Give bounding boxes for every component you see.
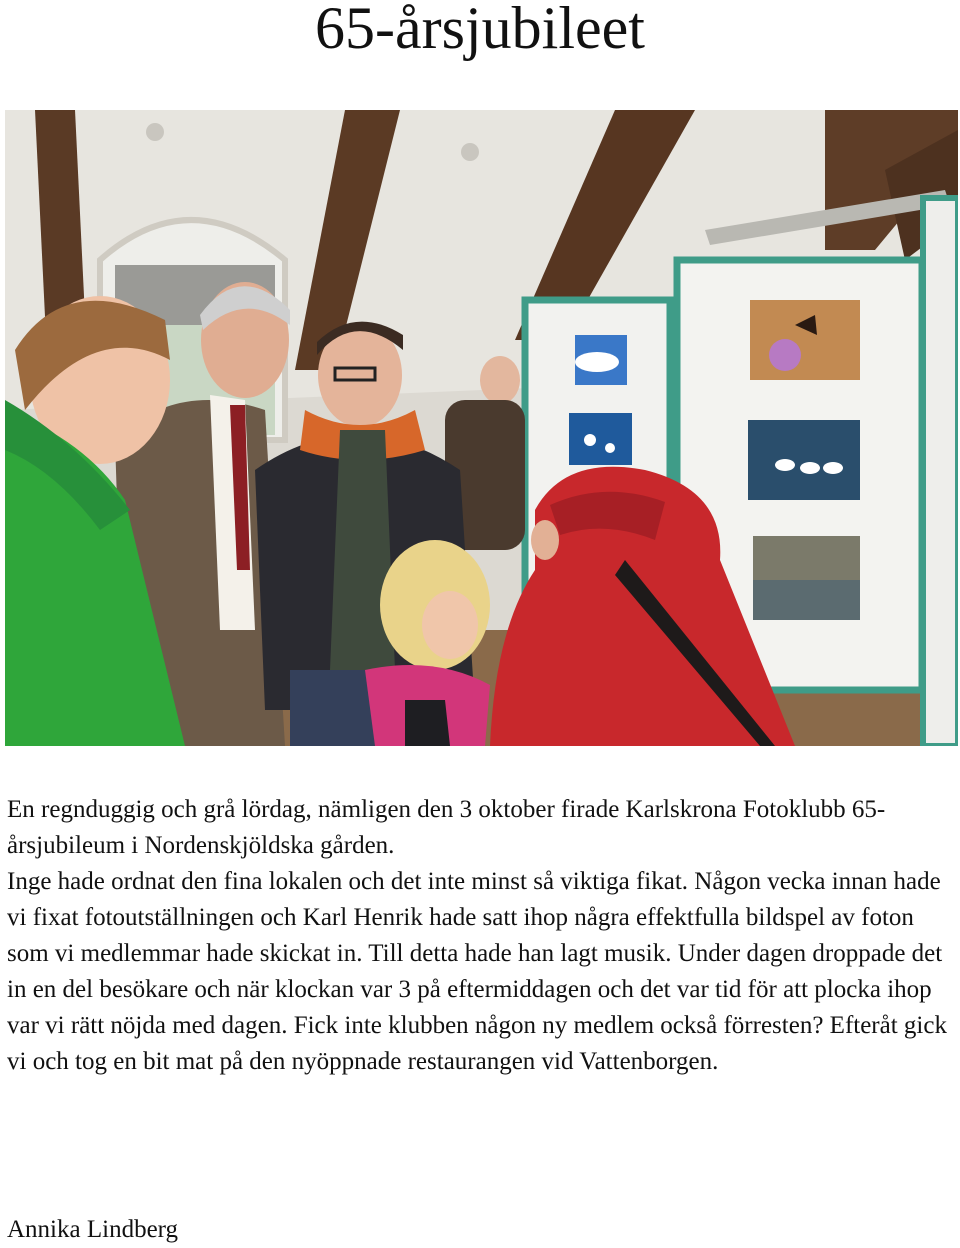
article-body <box>7 792 955 1080</box>
exhibition-photo <box>5 110 958 746</box>
page-title: 65-årsjubileet <box>315 0 645 61</box>
article-paragraph: Inge hade ordnat den fina lokalen och det inte minst så viktiga fikat. Någon vecka innan hade vi fixat fotoutställningen och Karl Henrik hade satt ihop några effektfulla bildspel av foton som vi medlemmar hade skickat in. Till detta hade han lagt musik. Under dagen droppade det in en del besökare och när klockan var 3 på eftermiddagen och det var tid för att plocka ihop var vi rätt nöjda med dagen. Fick inte klubben någon ny medlem också förresten? Efteråt gick vi och tog en bit mat på den nyöppnade restaurangen vid Vattenborgen. <box>7 868 947 1075</box>
exhibition-photo-illustration <box>5 110 958 746</box>
article-paragraph: En regnduggig och grå lördag, nämligen den 3 oktober firade Karlskrona Fotoklubb 65-årsjubileum i Nordenskjöldska gården. <box>7 796 886 859</box>
author-name: Annika Lindberg <box>7 1216 179 1243</box>
